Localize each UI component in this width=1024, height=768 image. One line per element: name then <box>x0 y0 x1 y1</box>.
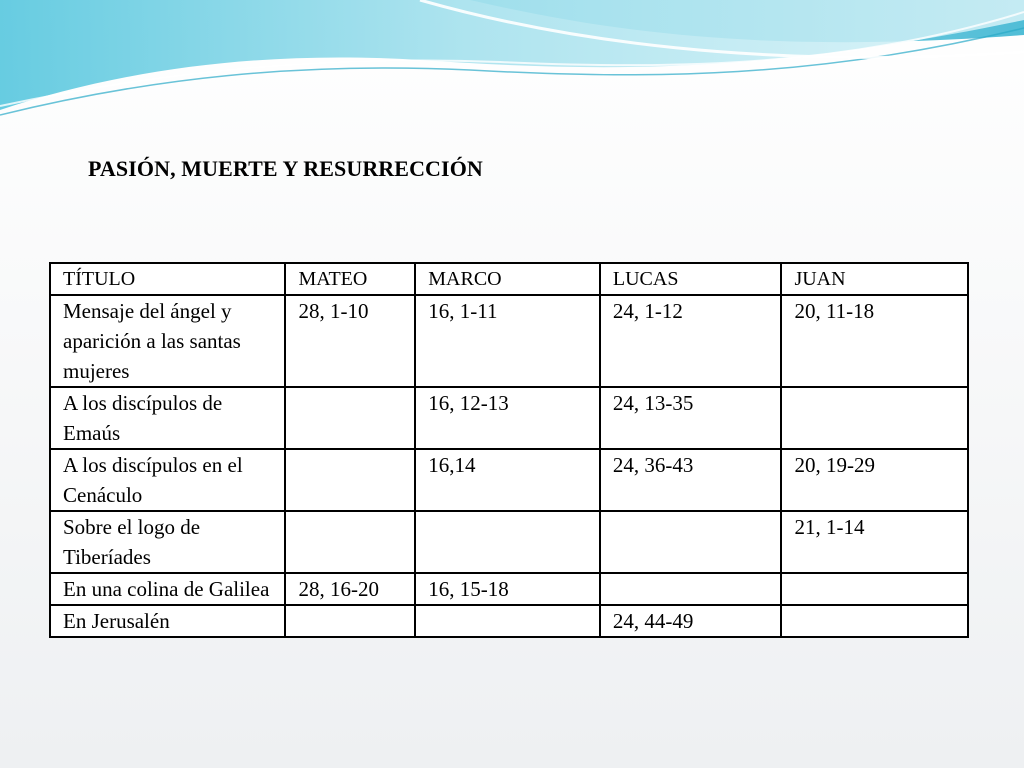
table-row <box>50 573 968 605</box>
table-row <box>50 449 968 511</box>
cell-mateo <box>285 449 415 511</box>
cell-titulo: En Jerusalén <box>50 605 285 637</box>
header-lucas: LUCAS <box>600 263 782 295</box>
cell-titulo: Sobre el logo de Tiberíades <box>50 511 285 573</box>
cell-titulo: A los discípulos en el Cenáculo <box>50 449 285 511</box>
cell-mateo <box>285 511 415 573</box>
table-row <box>50 295 968 387</box>
cell-titulo: A los discípulos de Emaús <box>50 387 285 449</box>
cell-mateo: 28, 1-10 <box>285 295 415 387</box>
table-header-row <box>50 263 968 295</box>
cell-juan: 20, 19-29 <box>781 449 968 511</box>
cell-mateo <box>285 387 415 449</box>
header-marco: MARCO <box>415 263 600 295</box>
cell-marco: 16,14 <box>415 449 600 511</box>
cell-marco: 16, 1-11 <box>415 295 600 387</box>
cell-juan <box>781 605 968 637</box>
cell-marco <box>415 511 600 573</box>
cell-marco: 16, 15-18 <box>415 573 600 605</box>
cell-juan: 20, 11-18 <box>781 295 968 387</box>
cell-lucas: 24, 44-49 <box>600 605 782 637</box>
cell-titulo: Mensaje del ángel y aparición a las santas mujeres <box>50 295 285 387</box>
gospels-table <box>49 262 969 638</box>
cell-juan <box>781 387 968 449</box>
cell-lucas <box>600 573 782 605</box>
cell-titulo: En una colina de Galilea <box>50 573 285 605</box>
table-row <box>50 511 968 573</box>
cell-juan: 21, 1-14 <box>781 511 968 573</box>
cell-marco <box>415 605 600 637</box>
cell-mateo: 28, 16-20 <box>285 573 415 605</box>
cell-mateo <box>285 605 415 637</box>
cell-marco: 16, 12-13 <box>415 387 600 449</box>
header-mateo: MATEO <box>285 263 415 295</box>
wave-decoration <box>0 0 1024 130</box>
table-row <box>50 605 968 637</box>
cell-juan <box>781 573 968 605</box>
header-juan: JUAN <box>781 263 968 295</box>
cell-lucas: 24, 13-35 <box>600 387 782 449</box>
page-title: PASIÓN, MUERTE Y RESURRECCIÓN <box>88 156 483 181</box>
cell-lucas: 24, 1-12 <box>600 295 782 387</box>
header-titulo: TÍTULO <box>50 263 285 295</box>
cell-lucas: 24, 36-43 <box>600 449 782 511</box>
table-row <box>50 387 968 449</box>
cell-lucas <box>600 511 782 573</box>
